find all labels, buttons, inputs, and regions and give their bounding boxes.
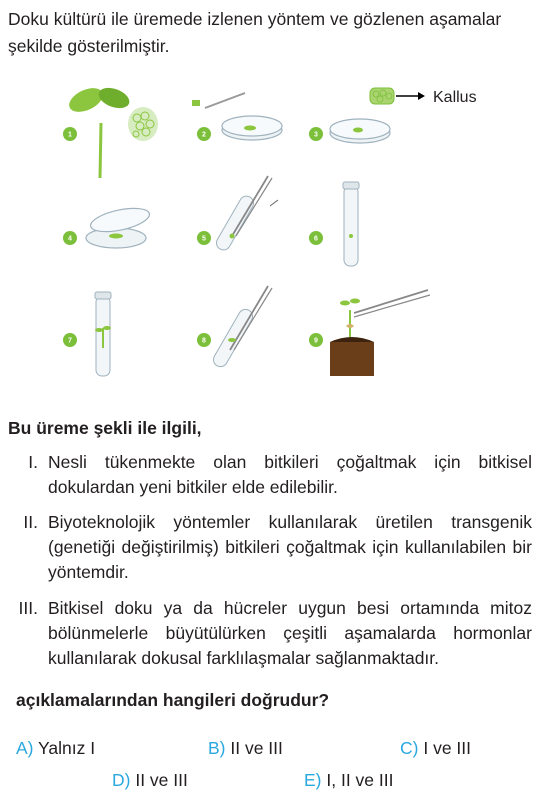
statement-number: I. [28,452,38,472]
option-letter: E) [304,770,322,790]
statement-text: Biyoteknolojik yöntemler kullanılarak üretilen transgenik (genetiği değiştirilmiş) bitkileri çoğaltmak için kullanılabilen bir yöntemdir. [48,512,532,582]
option-c[interactable] [400,738,471,759]
svg-text:7: 7 [68,337,72,345]
svg-text:9: 9 [314,337,318,345]
option-text: II ve III [230,738,283,758]
statement-number: III. [18,598,38,618]
svg-text:5: 5 [202,235,206,243]
step-9-soil-transfer-illustration [330,290,430,376]
step-7-tube-shoot-illustration [95,292,111,376]
question-end: açıklamalarından hangileri doğrudur? [16,690,330,710]
step-4-open-dish-illustration [86,204,151,248]
kallus-label: Kallus [433,89,477,106]
option-text: I, II ve III [326,770,394,790]
option-text: I ve III [423,738,471,758]
step-1-seedling-illustration [65,83,158,178]
statement-text: Bitkisel doku ya da hücreler uygun besi ortamında mitoz bölünmelerle büyütülürken çeşitli aşamalarda hormonlar kullanılarak dokusal farklılaşmalar sağlanmaktadır. [48,598,532,668]
step-6-tube-illustration [343,182,359,266]
step-8-tube-plantlet-illustration [211,286,272,369]
step-5-tube-forceps-illustration [214,176,278,252]
step-3-callus-dish-illustration [330,88,425,143]
option-d[interactable] [112,770,188,791]
statement-text: Nesli tükenmekte olan bitkileri çoğaltmak için bitkisel dokulardan yeni bitkiler elde edilebilir. [48,452,532,497]
question-intro: Doku kültürü ile üremede izlenen yöntem ve gözlenen aşamalar şekilde gösterilmiştir. [8,9,502,56]
option-e[interactable] [304,770,393,791]
option-text: Yalnız I [38,738,96,758]
svg-text:8: 8 [202,337,206,345]
option-letter: A) [16,738,34,758]
option-letter: B) [208,738,226,758]
option-text: II ve III [135,770,188,790]
question-lead: Bu üreme şekli ile ilgili, [8,418,202,438]
tissue-culture-figure [0,78,538,408]
option-b[interactable] [208,738,283,759]
svg-text:2: 2 [202,131,206,139]
svg-text:6: 6 [314,235,318,243]
statement-number: II. [23,512,38,532]
svg-text:3: 3 [314,131,318,139]
option-a[interactable] [16,738,95,759]
svg-text:4: 4 [68,235,72,243]
option-letter: C) [400,738,419,758]
option-letter: D) [112,770,131,790]
svg-text:1: 1 [68,131,72,139]
